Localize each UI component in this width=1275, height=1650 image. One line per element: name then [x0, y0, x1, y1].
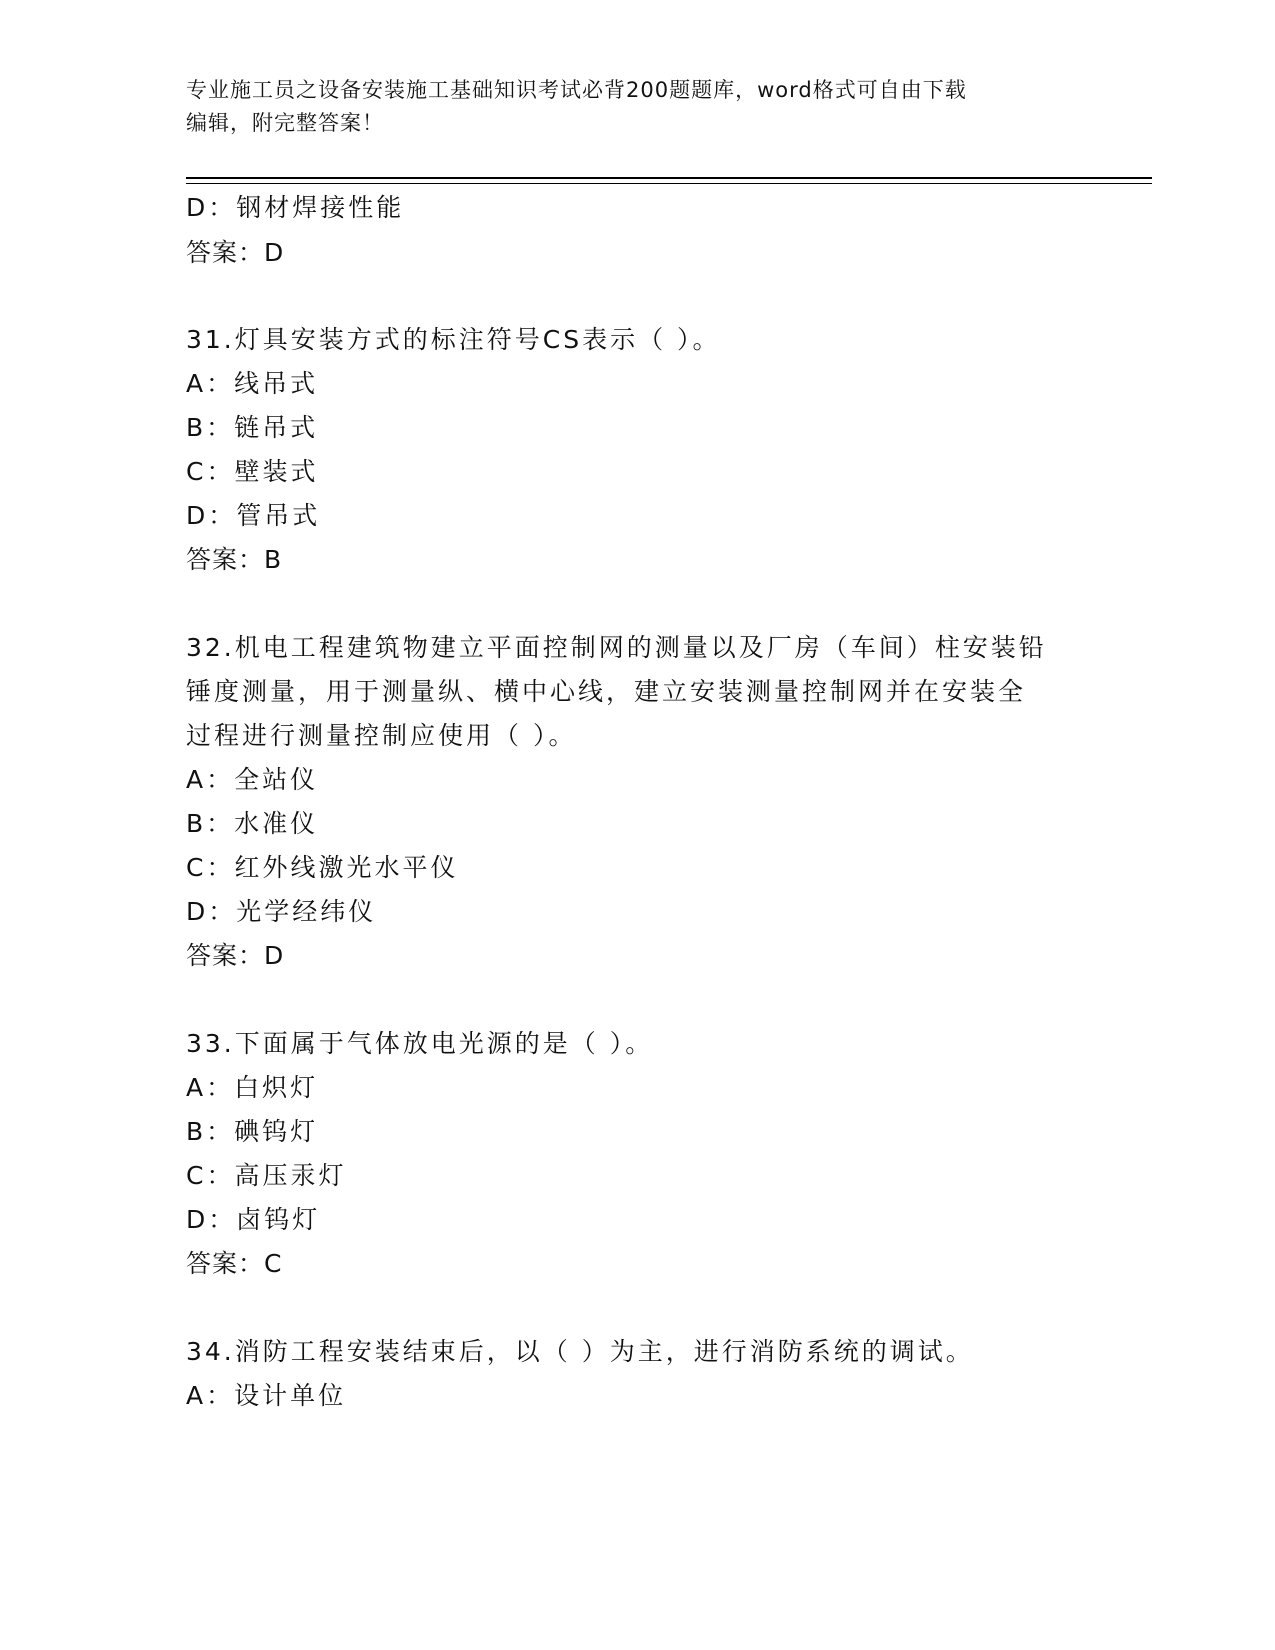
- question-34-stem: 34.消防工程安装结束后，以（ ）为主，进行消防系统的调试。: [186, 1337, 974, 1366]
- question-32-option-b: B：水准仪: [186, 809, 319, 838]
- question-33-stem: 33.下面属于气体放电光源的是（ ）。: [186, 1029, 654, 1058]
- document-header: [186, 74, 1086, 140]
- question-32-option-a: A：全站仪: [186, 765, 319, 794]
- question-32-option-d: D：光学经纬仪: [186, 897, 377, 926]
- question-31-option-c: C：壁装式: [186, 457, 319, 486]
- question-33-option-a: A：白炽灯: [186, 1073, 319, 1102]
- question-31-option-d: D：管吊式: [186, 501, 321, 530]
- header-divider-thick: [186, 177, 1152, 179]
- question-33-option-d: D：卤钨灯: [186, 1205, 321, 1234]
- question-33-option-c: C：高压汞灯: [186, 1161, 347, 1190]
- question-33-answer: 答案：C: [186, 1249, 283, 1278]
- header-title-line-1: 专业施工员之设备安装施工基础知识考试必背200题题库，word格式可自由下载: [186, 78, 967, 102]
- question-32-stem-line-2: 锤度测量，用于测量纵、横中心线，建立安装测量控制网并在安装全: [186, 677, 1027, 706]
- question-33-option-b: B：碘钨灯: [186, 1117, 319, 1146]
- question-31-option-b: B：链吊式: [186, 413, 319, 442]
- question-32-answer: 答案：D: [186, 941, 285, 970]
- header-title-line-2: 编辑，附完整答案！: [186, 111, 384, 135]
- question-34-option-a: A：设计单位: [186, 1381, 347, 1410]
- question-31-option-a: A：线吊式: [186, 369, 319, 398]
- question-32-stem-line-3: 过程进行测量控制应使用（ ）。: [186, 721, 577, 750]
- question-32-option-c: C：红外线激光水平仪: [186, 853, 459, 882]
- prev-question-answer: 答案：D: [186, 238, 285, 267]
- question-31-answer: 答案：B: [186, 545, 283, 574]
- prev-question-option-d: D：钢材焊接性能: [186, 193, 405, 222]
- question-32-stem-line-1: 32.机电工程建筑物建立平面控制网的测量以及厂房（车间）柱安装铅: [186, 633, 1047, 662]
- question-31-stem: 31.灯具安装方式的标注符号CS表示（ ）。: [186, 325, 721, 354]
- header-divider-thin: [186, 183, 1152, 184]
